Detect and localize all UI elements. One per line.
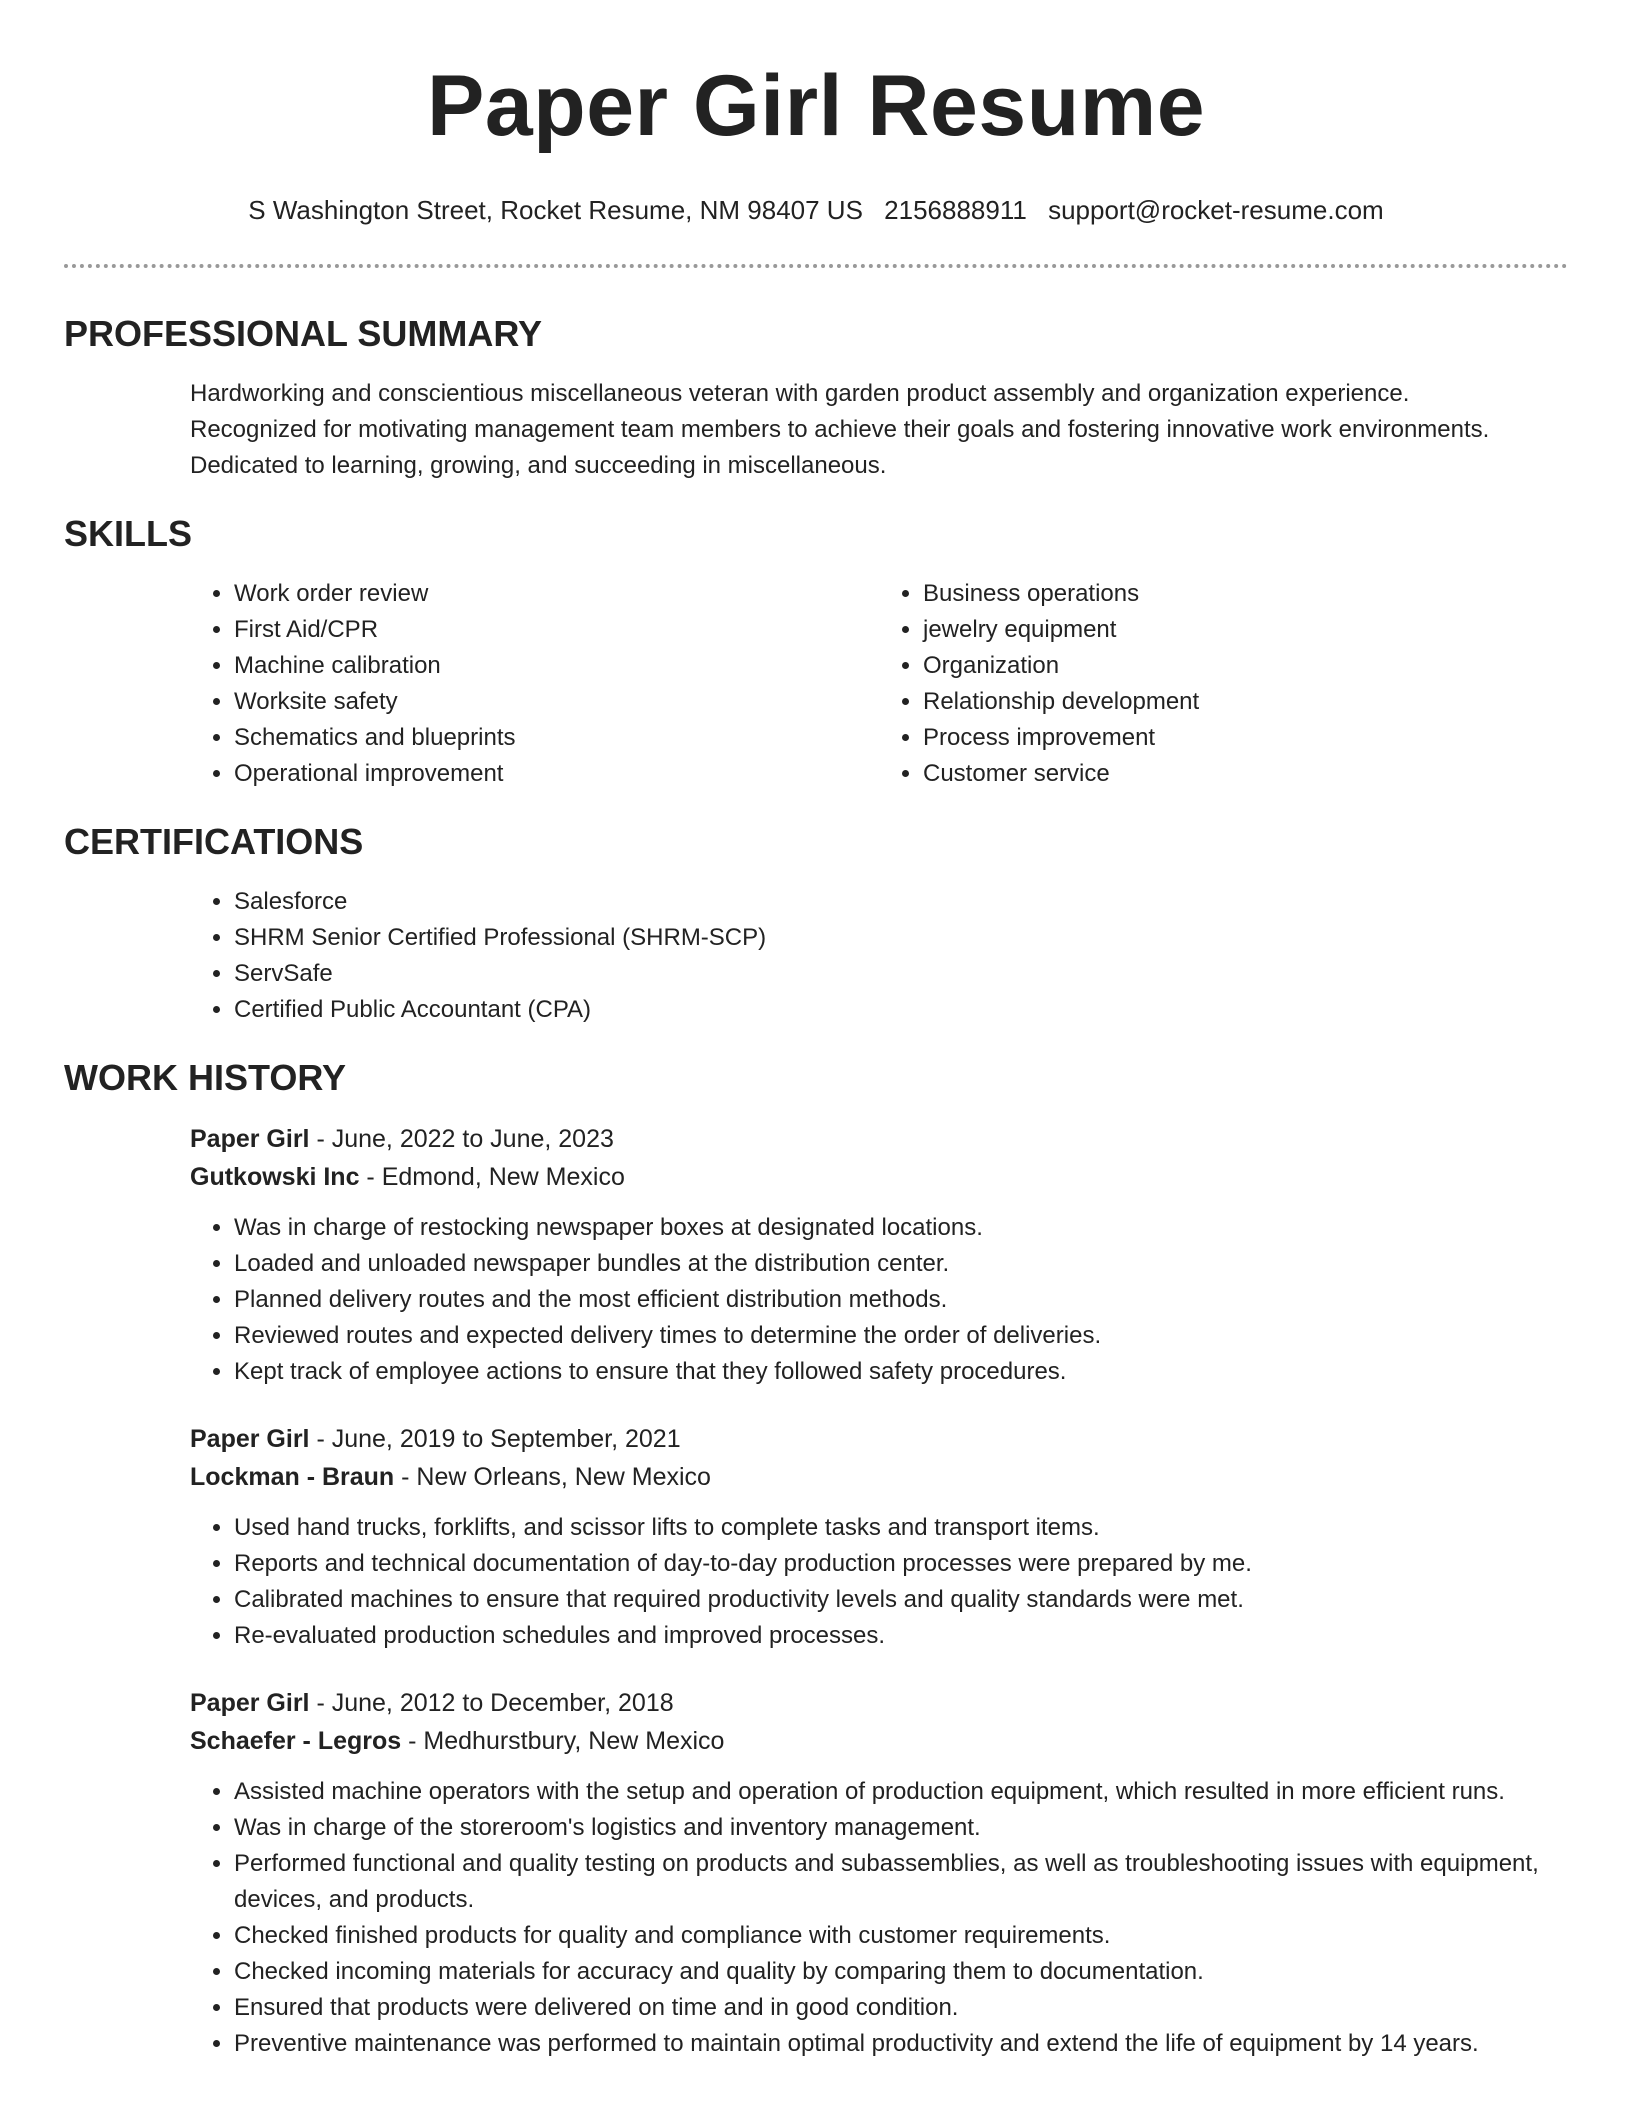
certification-item: • ServSafe bbox=[234, 956, 1568, 992]
skill-item: • Worksite safety bbox=[234, 684, 879, 720]
skills-section bbox=[64, 512, 1568, 792]
job-dates: - June, 2019 to September, 2021 bbox=[309, 1425, 681, 1453]
summary-section bbox=[64, 312, 1568, 484]
skill-item: • Organization bbox=[923, 648, 1568, 684]
job-bullet: • Assisted machine operators with the setup and operation of production equipment, which resulted in more efficient runs. bbox=[234, 1774, 1568, 1810]
skill-item: • First Aid/CPR bbox=[234, 612, 879, 648]
job-bullet: • Was in charge of restocking newspaper boxes at designated locations. bbox=[234, 1210, 1568, 1246]
skill-item: • Business operations bbox=[923, 576, 1568, 612]
skill-item: • Work order review bbox=[234, 576, 879, 612]
skill-item: • Schematics and blueprints bbox=[234, 720, 879, 756]
job-entry bbox=[190, 1684, 1568, 2062]
summary-line: Recognized for motivating management team members to achieve their goals and fostering innovative work environments. bbox=[190, 416, 1490, 443]
job-entry bbox=[190, 1120, 1568, 1390]
skills-grid bbox=[64, 576, 1568, 792]
certification-item: • Salesforce bbox=[234, 884, 1568, 920]
job-dates: - June, 2022 to June, 2023 bbox=[309, 1125, 614, 1153]
job-bullet: • Checked finished products for quality and compliance with customer requirements. bbox=[234, 1918, 1568, 1954]
job-role: Paper Girl bbox=[190, 1689, 310, 1717]
work-history-body bbox=[64, 1120, 1568, 2062]
job-bullet: • Checked incoming materials for accuracy and quality by comparing them to documentation. bbox=[234, 1954, 1568, 1990]
job-bullet: • Reports and technical documentation of day-to-day production processes were prepared by me. bbox=[234, 1546, 1568, 1582]
job-company: Schaefer - Legros bbox=[190, 1727, 402, 1755]
job-bullet: • Performed functional and quality testing on products and subassemblies, as well as troubleshooting issues with equipment, devices, and products. bbox=[234, 1846, 1568, 1918]
job-bullet: • Preventive maintenance was performed to maintain optimal productivity and extend the life of equipment by 14 years. bbox=[234, 2026, 1568, 2062]
job-role: Paper Girl bbox=[190, 1425, 310, 1453]
contact-line bbox=[64, 192, 1568, 228]
job-bullet: • Calibrated machines to ensure that required productivity levels and quality standards were met. bbox=[234, 1582, 1568, 1618]
job-dates: - June, 2012 to December, 2018 bbox=[309, 1689, 674, 1717]
resume-page bbox=[64, 0, 1568, 2090]
job-title-line bbox=[190, 1120, 1568, 1158]
job-bullets bbox=[190, 1510, 1568, 1654]
job-bullet: • Loaded and unloaded newspaper bundles at the distribution center. bbox=[234, 1246, 1568, 1282]
certifications-list bbox=[190, 884, 1568, 1028]
job-location: - New Orleans, New Mexico bbox=[394, 1463, 711, 1491]
job-company-line bbox=[190, 1158, 1568, 1196]
job-bullet: • Re-evaluated production schedules and improved processes. bbox=[234, 1618, 1568, 1654]
job-bullets bbox=[190, 1774, 1568, 2062]
job-title-line bbox=[190, 1684, 1568, 1722]
contact-email: support@rocket-resume.com bbox=[1048, 195, 1384, 225]
job-entry bbox=[190, 1420, 1568, 1654]
job-role: Paper Girl bbox=[190, 1125, 310, 1153]
skill-item: • jewelry equipment bbox=[923, 612, 1568, 648]
skill-item: • Process improvement bbox=[923, 720, 1568, 756]
summary-text bbox=[64, 376, 1568, 484]
resume-name: Paper Girl Resume bbox=[426, 58, 1206, 154]
skill-item: • Relationship development bbox=[923, 684, 1568, 720]
job-bullet: • Reviewed routes and expected delivery times to determine the order of deliveries. bbox=[234, 1318, 1568, 1354]
job-bullets bbox=[190, 1210, 1568, 1390]
job-bullet: • Kept track of employee actions to ensure that they followed safety procedures. bbox=[234, 1354, 1568, 1390]
job-company: Lockman - Braun bbox=[190, 1463, 395, 1491]
job-location: - Edmond, New Mexico bbox=[359, 1163, 625, 1191]
skills-title: SKILLS bbox=[64, 513, 193, 554]
contact-address: S Washington Street, Rocket Resume, NM 98407 US bbox=[248, 195, 863, 225]
certifications-body bbox=[64, 884, 1568, 1028]
skills-list-left bbox=[190, 576, 879, 792]
skill-item: • Machine calibration bbox=[234, 648, 879, 684]
certification-item: • SHRM Senior Certified Professional (SHRM-SCP) bbox=[234, 920, 1568, 956]
skill-item: • Customer service bbox=[923, 756, 1568, 792]
job-location: - Medhurstbury, New Mexico bbox=[401, 1727, 725, 1755]
certifications-section bbox=[64, 820, 1568, 1028]
job-title-line bbox=[190, 1420, 1568, 1458]
job-bullet: • Ensured that products were delivered on time and in good condition. bbox=[234, 1990, 1568, 2026]
certifications-title: CERTIFICATIONS bbox=[64, 821, 364, 862]
job-company-line bbox=[190, 1458, 1568, 1496]
job-bullet: • Planned delivery routes and the most efficient distribution methods. bbox=[234, 1282, 1568, 1318]
summary-line: Dedicated to learning, growing, and succeeding in miscellaneous. bbox=[190, 452, 887, 479]
summary-title: PROFESSIONAL SUMMARY bbox=[64, 313, 543, 354]
work-history-section bbox=[64, 1056, 1568, 2062]
skill-item: • Operational improvement bbox=[234, 756, 879, 792]
header-divider bbox=[64, 264, 1568, 268]
job-bullet: • Was in charge of the storeroom's logistics and inventory management. bbox=[234, 1810, 1568, 1846]
job-company-line bbox=[190, 1722, 1568, 1760]
summary-line: Hardworking and conscientious miscellaneous veteran with garden product assembly and organization experience. bbox=[190, 380, 1410, 407]
job-bullet: • Used hand trucks, forklifts, and scissor lifts to complete tasks and transport items. bbox=[234, 1510, 1568, 1546]
skills-list-right bbox=[879, 576, 1568, 792]
job-company: Gutkowski Inc bbox=[190, 1163, 360, 1191]
certification-item: • Certified Public Accountant (CPA) bbox=[234, 992, 1568, 1028]
work-history-title: WORK HISTORY bbox=[64, 1057, 347, 1098]
contact-phone: 2156888911 bbox=[884, 195, 1027, 225]
